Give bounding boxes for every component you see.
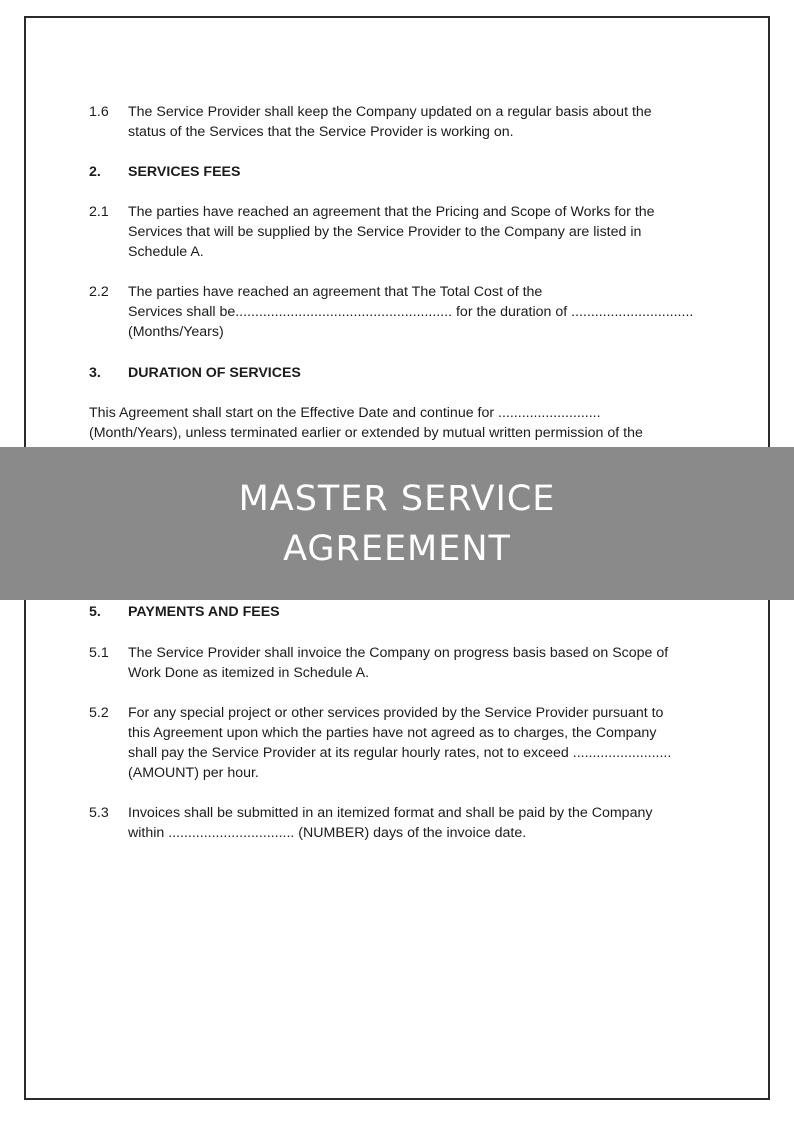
clause-5-1-line-1: The Service Provider shall invoice the Company on progress basis based on Scope of bbox=[128, 645, 669, 661]
clause-5-3-line-1: Invoices shall be submitted in an itemized format and shall be paid by the Company bbox=[128, 805, 653, 821]
section-number-3: 3. bbox=[89, 365, 101, 381]
clause-5-3-line-2: within ................................ (NUMBER) days of the invoice date. bbox=[128, 825, 527, 841]
clause-number-5-2: 5.2 bbox=[89, 705, 109, 721]
clause-2-1-line-2: Services that will be supplied by the Service Provider to the Company are listed in bbox=[128, 224, 642, 240]
clause-5-2-line-2: this Agreement upon which the parties have not agreed as to charges, the Company bbox=[128, 725, 657, 741]
clause-2-2-line-2: Services shall be....................................................... for the duration of ............................... bbox=[128, 304, 694, 320]
section-heading-services-fees: SERVICES FEES bbox=[128, 164, 241, 180]
clause-5-2-line-4: (AMOUNT) per hour. bbox=[128, 765, 259, 781]
clause-number-5-1: 5.1 bbox=[89, 645, 109, 661]
clause-1-6-line-1: The Service Provider shall keep the Company updated on a regular basis about the bbox=[128, 104, 652, 120]
section-3-line-2: (Month/Years), unless terminated earlier or extended by mutual written permission of the bbox=[89, 425, 643, 441]
section-heading-duration-of-services: DURATION OF SERVICES bbox=[128, 365, 301, 381]
clause-2-2-line-1: The parties have reached an agreement that The Total Cost of the bbox=[128, 284, 543, 300]
clause-number-1-6: 1.6 bbox=[89, 104, 109, 120]
section-3-line-1: This Agreement shall start on the Effective Date and continue for .......................... bbox=[89, 405, 601, 421]
title-banner bbox=[0, 447, 794, 600]
banner-title-line-1: MASTER SERVICE bbox=[238, 478, 556, 519]
section-number-5: 5. bbox=[89, 604, 101, 620]
clause-1-6-line-2: status of the Services that the Service Provider is working on. bbox=[128, 124, 514, 140]
clause-2-2-line-3: (Months/Years) bbox=[128, 324, 224, 340]
clause-number-2-1: 2.1 bbox=[89, 204, 109, 220]
section-heading-payments-and-fees: PAYMENTS AND FEES bbox=[128, 604, 280, 620]
clause-5-2-line-3: shall pay the Service Provider at its regular hourly rates, not to exceed ......................... bbox=[128, 745, 672, 761]
section-number-2: 2. bbox=[89, 164, 101, 180]
clause-number-2-2: 2.2 bbox=[89, 284, 109, 300]
banner-title-line-2: AGREEMENT bbox=[283, 528, 511, 569]
clause-2-1-line-1: The parties have reached an agreement that the Pricing and Scope of Works for the bbox=[128, 204, 655, 220]
clause-5-2-line-1: For any special project or other services provided by the Service Provider pursuant to bbox=[128, 705, 664, 721]
clause-5-1-line-2: Work Done as itemized in Schedule A. bbox=[128, 665, 370, 681]
clause-2-1-line-3: Schedule A. bbox=[128, 244, 204, 260]
clause-number-5-3: 5.3 bbox=[89, 805, 109, 821]
